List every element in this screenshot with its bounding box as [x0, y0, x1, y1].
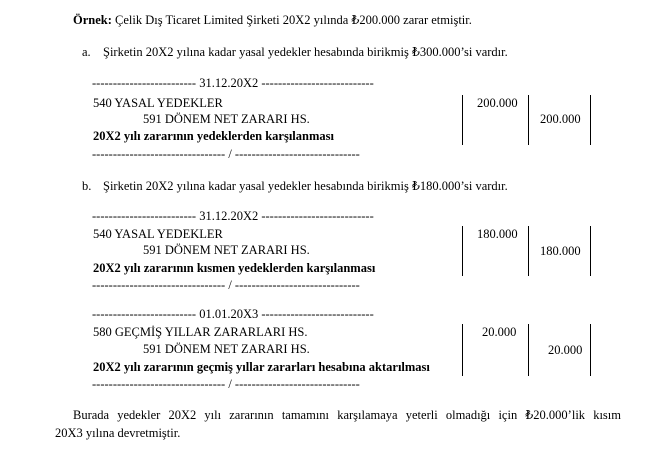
credit-account: 591 DÖNEM NET ZARARI HS.	[143, 243, 310, 257]
entry-header: ------------------------- 31.12.20X2 ---------------------------	[92, 209, 374, 223]
column-divider	[462, 324, 463, 376]
conclusion-line-1: Burada yedekler 20X2 yılı zararının tamamını karşılamaya yeterli olmadığı için ₺20.000’lik kısım	[73, 408, 621, 422]
credit-account: 591 DÖNEM NET ZARARI HS.	[143, 342, 310, 356]
credit-amount: 180.000	[540, 244, 581, 258]
entry-footer: -------------------------------- / ------------------------------	[92, 147, 360, 161]
entry-header: ------------------------- 01.01.20X3 ---------------------------	[92, 307, 374, 321]
column-divider	[462, 95, 463, 145]
entry-description: 20X2 yılı zararının kısmen yedeklerden karşılanması	[93, 261, 376, 275]
column-divider	[528, 324, 529, 376]
debit-account: 540 YASAL YEDEKLER	[93, 96, 223, 110]
intro-line	[73, 12, 472, 28]
entry-description: 20X2 yılı zararının geçmiş yıllar zararları hesabına aktarılması	[93, 360, 430, 374]
debit-amount: 20.000	[482, 325, 517, 339]
column-divider	[462, 226, 463, 276]
debit-amount: 200.000	[477, 96, 518, 110]
example-label: Örnek:	[73, 13, 112, 27]
debit-account: 580 GEÇMİŞ YILLAR ZARARLARI HS.	[93, 325, 308, 339]
entry-footer: -------------------------------- / ------------------------------	[92, 278, 360, 292]
column-divider	[528, 226, 529, 276]
case-b-text: Şirketin 20X2 yılına kadar yasal yedekler hesabında birikmiş ₺180.000’si vardır.	[103, 179, 508, 193]
entry-header: ------------------------- 31.12.20X2 ---------------------------	[92, 76, 374, 90]
case-a-marker: a.	[82, 45, 91, 59]
column-divider	[590, 226, 591, 276]
case-b-marker: b.	[82, 179, 92, 193]
debit-amount: 180.000	[477, 227, 518, 241]
credit-account: 591 DÖNEM NET ZARARI HS.	[143, 112, 310, 126]
conclusion-line-2: 20X3 yılına devretmiştir.	[55, 426, 181, 440]
column-divider	[590, 95, 591, 145]
intro-text: Çelik Dış Ticaret Limited Şirketi 20X2 yılında ₺200.000 zarar etmiştir.	[115, 13, 472, 27]
debit-account: 540 YASAL YEDEKLER	[93, 227, 223, 241]
column-divider	[590, 324, 591, 376]
column-divider	[528, 95, 529, 145]
credit-amount: 20.000	[548, 343, 583, 357]
entry-description: 20X2 yılı zararının yedeklerden karşılanması	[93, 129, 334, 143]
case-a-text: Şirketin 20X2 yılına kadar yasal yedekler hesabında birikmiş ₺300.000’si vardır.	[103, 45, 508, 59]
entry-footer: -------------------------------- / ------------------------------	[92, 377, 360, 391]
credit-amount: 200.000	[540, 112, 581, 126]
